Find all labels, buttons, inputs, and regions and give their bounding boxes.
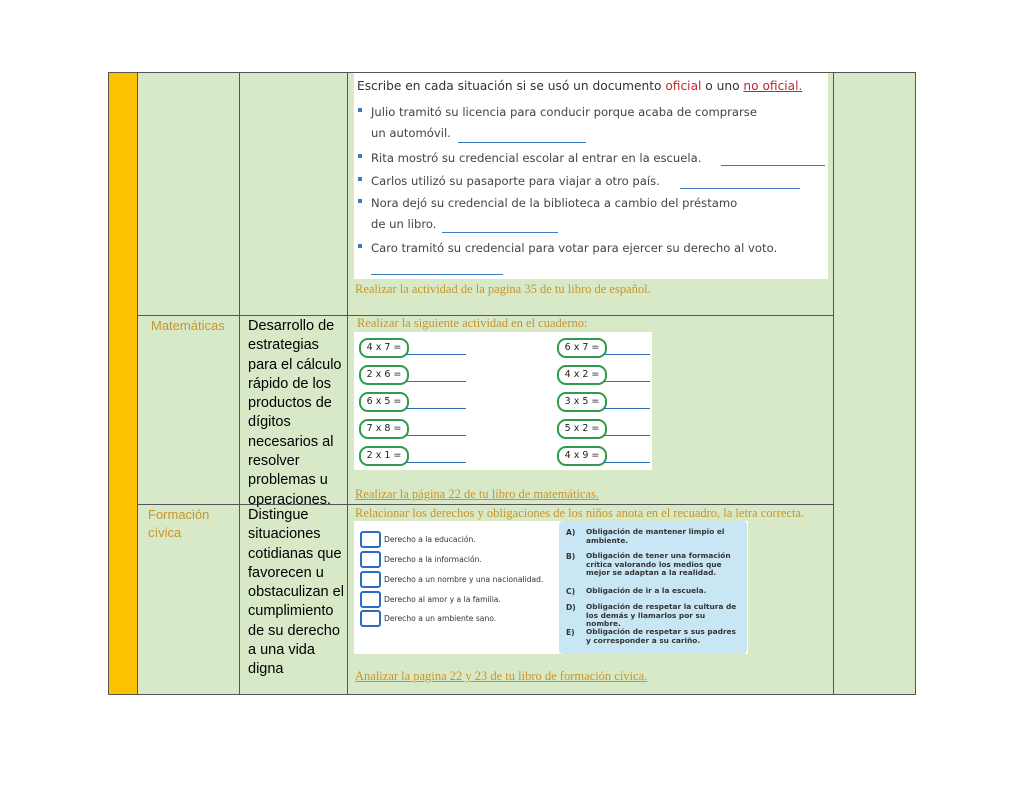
answer-line xyxy=(406,354,466,355)
option-letter: D) xyxy=(566,603,576,612)
multiplication-exercise: 4 x 7 = xyxy=(359,338,409,358)
right-item: Derecho a la educación. xyxy=(384,535,476,544)
multiplication-exercise: 2 x 1 = xyxy=(359,446,409,466)
answer-blank xyxy=(721,165,825,166)
multiplication-exercise: 6 x 5 = xyxy=(359,392,409,412)
answer-line xyxy=(406,381,466,382)
answer-line xyxy=(406,408,466,409)
spanish-instruction: Realizar la actividad de la pagina 35 de tu libro de español. xyxy=(355,282,651,296)
right-item: Derecho a la información. xyxy=(384,555,482,564)
lesson-table xyxy=(108,72,916,695)
aprendizaje-matematicas: Desarrollo de estrategias para el cálculo rápido de los productos de dígitos necesarios al resolver problemas u operaciones. xyxy=(248,318,342,508)
civica-instruction-bottom: Analizar la pagina 22 y 23 de tu libro de formación cívica. xyxy=(355,669,648,683)
row-divider xyxy=(137,504,833,505)
right-item: Derecho a un nombre y una nacionalidad. xyxy=(384,575,544,584)
right-item: Derecho a un ambiente sano. xyxy=(384,614,497,623)
math-instruction-bottom: Realizar la página 22 de tu libro de matemáticas. xyxy=(355,487,600,501)
multiplication-exercise: 7 x 8 = xyxy=(359,419,409,439)
bullet-icon xyxy=(358,244,362,248)
subject-civica: Formación cívica xyxy=(148,507,210,540)
multiplication-exercise: 4 x 2 = xyxy=(557,365,607,385)
aprendizaje-civica: Distingue situaciones cotidianas que favorecen u obstaculizan el cumplimiento de su derecho a una vida digna xyxy=(248,507,344,678)
option-text: Obligación de respetar s sus padres y corresponder a su cariño. xyxy=(586,627,736,645)
activity-sentence: un automóvil. xyxy=(371,126,451,140)
answer-blank xyxy=(371,274,503,275)
option-letter: B) xyxy=(566,552,576,561)
answer-line xyxy=(406,435,466,436)
right-item: Derecho al amor y a la familia. xyxy=(384,595,501,604)
multiplication-exercise: 4 x 9 = xyxy=(557,446,607,466)
column-divider xyxy=(347,73,348,694)
math-exercise-image xyxy=(354,332,652,470)
multiplication-exercise: 3 x 5 = xyxy=(557,392,607,412)
spanish-activity-image xyxy=(354,73,828,279)
answer-line xyxy=(604,435,650,436)
column-divider xyxy=(833,73,834,694)
answer-line xyxy=(604,462,650,463)
option-letter: C) xyxy=(566,587,576,596)
multiplication-exercise: 6 x 7 = xyxy=(557,338,607,358)
answer-line xyxy=(604,354,650,355)
activity-sentence: de un libro. xyxy=(371,217,437,231)
answer-line xyxy=(604,408,650,409)
multiplication-exercise: 2 x 6 = xyxy=(359,365,409,385)
column-divider xyxy=(239,73,240,694)
spanish-activity-title: Escribe en cada situación si se usó un documento oficial o uno no oficial. xyxy=(357,79,803,93)
option-text: Obligación de respetar la cultura de los demás y llamarlos por su nombre. xyxy=(586,602,737,629)
activity-sentence: Nora dejó su credencial de la biblioteca a cambio del préstamo xyxy=(371,196,738,210)
option-text: Obligación de tener una formación crítica valorando los medios que mejor se adaptan a la realidad. xyxy=(586,551,731,578)
activity-sentence: Caro tramitó su credencial para votar para ejercer su derecho al voto. xyxy=(371,241,778,255)
activity-sentence: Rita mostró su credencial escolar al entrar en la escuela. xyxy=(371,151,702,165)
activity-sentence: Julio tramitó su licencia para conducir porque acaba de comprarse xyxy=(371,105,757,119)
option-text: Obligación de ir a la escuela. xyxy=(586,586,707,595)
answer-checkbox xyxy=(360,610,381,627)
answer-line xyxy=(604,381,650,382)
option-letter: A) xyxy=(566,528,576,537)
option-letter: E) xyxy=(566,628,575,637)
yellow-column xyxy=(109,73,138,694)
bullet-icon xyxy=(358,177,362,181)
activity-sentence: Carlos utilizó su pasaporte para viajar a otro país. xyxy=(371,174,660,188)
option-text: Obligación de mantener limpio el ambiente. xyxy=(586,527,725,545)
bullet-icon xyxy=(358,199,362,203)
civica-instruction-top: Relacionar los derechos y obligaciones de los niños anota en el recuadro, la letra correcta. xyxy=(355,506,805,520)
answer-line xyxy=(406,462,466,463)
answer-checkbox xyxy=(360,531,381,548)
answer-blank xyxy=(442,232,558,233)
answer-checkbox xyxy=(360,591,381,608)
answer-blank xyxy=(680,188,800,189)
bullet-icon xyxy=(358,154,362,158)
math-instruction-top: Realizar la siguiente actividad en el cuaderno: xyxy=(357,316,588,330)
multiplication-exercise: 5 x 2 = xyxy=(557,419,607,439)
civica-activity-image xyxy=(354,521,748,654)
answer-checkbox xyxy=(360,571,381,588)
answer-checkbox xyxy=(360,551,381,568)
bullet-icon xyxy=(358,108,362,112)
obligations-panel xyxy=(559,521,747,654)
subject-matematicas: Matemáticas xyxy=(151,318,225,333)
answer-blank xyxy=(458,142,586,143)
